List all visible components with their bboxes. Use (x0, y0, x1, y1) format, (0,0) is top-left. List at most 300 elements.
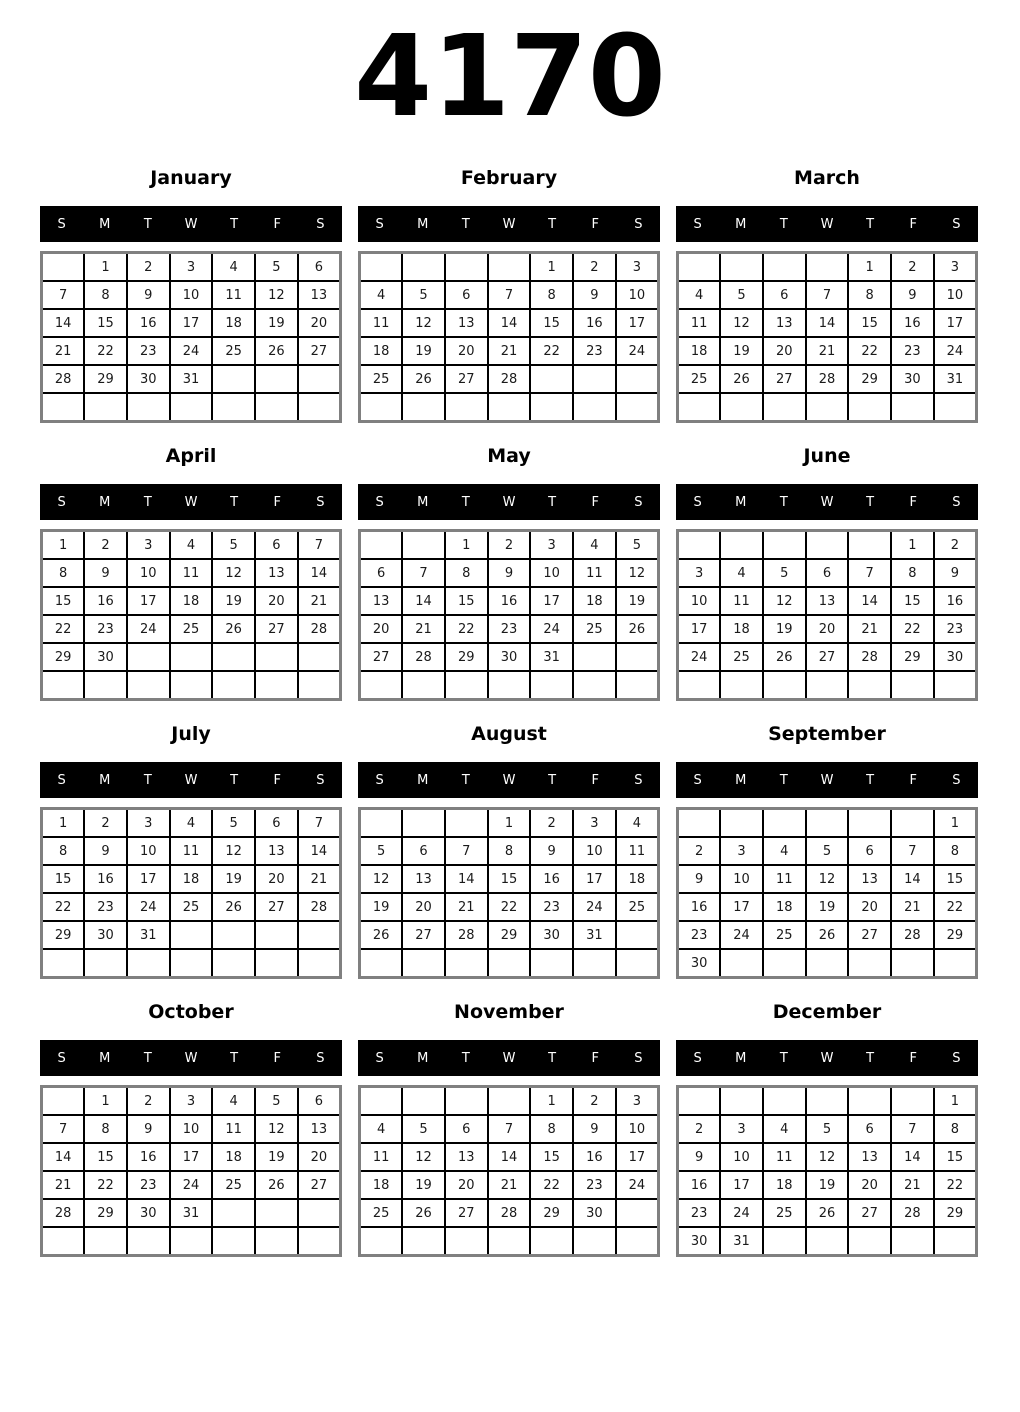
day-cell: 22 (84, 1171, 127, 1199)
empty-day-cell (42, 1227, 85, 1256)
empty-day-cell (763, 671, 806, 700)
day-cell: 20 (298, 1143, 341, 1171)
day-cell: 26 (255, 337, 298, 365)
week-row (678, 309, 977, 337)
day-cell: 16 (488, 587, 531, 615)
day-cell: 26 (402, 1199, 445, 1227)
day-cell: 7 (891, 837, 934, 865)
day-cell: 30 (84, 921, 127, 949)
empty-day-cell (84, 1227, 127, 1256)
day-cell: 2 (127, 253, 170, 282)
day-cell: 13 (402, 865, 445, 893)
weekday-header-cell: T (779, 216, 788, 232)
empty-day-cell (488, 1227, 531, 1256)
weekday-header-row (40, 762, 342, 798)
day-cell: 7 (298, 809, 341, 838)
day-cell: 14 (488, 309, 531, 337)
empty-day-cell (573, 1227, 616, 1256)
day-cell: 1 (84, 1087, 127, 1116)
week-row (678, 365, 977, 393)
day-cell: 6 (360, 559, 403, 587)
empty-day-cell (891, 1227, 934, 1256)
day-cell: 14 (488, 1143, 531, 1171)
empty-day-cell (360, 253, 403, 282)
day-cell: 18 (720, 615, 763, 643)
day-cell: 5 (212, 531, 255, 560)
day-cell: 4 (616, 809, 659, 838)
weekday-header-cell: F (591, 494, 600, 510)
week-row (360, 1227, 659, 1256)
empty-day-cell (298, 643, 341, 671)
empty-day-cell (360, 1087, 403, 1116)
day-cell: 23 (934, 615, 977, 643)
day-cell: 25 (763, 921, 806, 949)
day-cell: 15 (445, 587, 488, 615)
day-cell: 26 (720, 365, 763, 393)
week-row (360, 531, 659, 560)
day-cell: 1 (934, 1087, 977, 1116)
week-row (360, 1115, 659, 1143)
day-cell: 18 (170, 587, 213, 615)
day-cell: 29 (530, 1199, 573, 1227)
empty-day-cell (806, 671, 849, 700)
day-cell: 22 (530, 337, 573, 365)
day-cell: 20 (255, 865, 298, 893)
day-cell: 9 (127, 1115, 170, 1143)
day-cell: 5 (806, 837, 849, 865)
day-cell: 30 (127, 1199, 170, 1227)
week-row (360, 253, 659, 282)
day-cell: 4 (360, 1115, 403, 1143)
weekday-header-cell: F (273, 216, 282, 232)
day-cell: 22 (42, 615, 85, 643)
empty-day-cell (445, 809, 488, 838)
day-cell: 14 (445, 865, 488, 893)
week-row (678, 671, 977, 700)
weekday-header-cell: M (99, 494, 111, 510)
month-days-table (40, 1085, 342, 1257)
day-cell: 13 (763, 309, 806, 337)
week-row (42, 921, 341, 949)
weekday-header-cell: S (693, 216, 702, 232)
day-cell: 19 (806, 1171, 849, 1199)
day-cell: 2 (488, 531, 531, 560)
empty-day-cell (170, 393, 213, 422)
day-cell: 18 (573, 587, 616, 615)
week-row (42, 587, 341, 615)
weekday-header-cell: S (57, 1050, 66, 1066)
empty-day-cell (360, 531, 403, 560)
week-row (360, 893, 659, 921)
day-cell: 27 (255, 615, 298, 643)
month-days-table (40, 529, 342, 701)
weekday-header-cell: T (779, 772, 788, 788)
weekday-header-row (676, 1040, 978, 1076)
empty-day-cell (445, 1227, 488, 1256)
day-cell: 30 (891, 365, 934, 393)
month-block (676, 720, 978, 979)
week-row (42, 559, 341, 587)
weekday-header-cell: M (735, 1050, 747, 1066)
empty-day-cell (488, 671, 531, 700)
week-row (678, 1087, 977, 1116)
day-cell: 1 (445, 531, 488, 560)
empty-day-cell (806, 393, 849, 422)
month-days-body (42, 531, 341, 700)
day-cell: 15 (84, 1143, 127, 1171)
day-cell: 3 (530, 531, 573, 560)
month-days-body (678, 809, 977, 978)
day-cell: 21 (298, 865, 341, 893)
day-cell: 22 (530, 1171, 573, 1199)
day-cell: 23 (84, 893, 127, 921)
weekday-header-cell: M (735, 216, 747, 232)
day-cell: 9 (84, 837, 127, 865)
empty-day-cell (170, 671, 213, 700)
day-cell: 25 (573, 615, 616, 643)
empty-day-cell (720, 949, 763, 978)
empty-day-cell (212, 1199, 255, 1227)
day-cell: 29 (42, 643, 85, 671)
empty-day-cell (678, 253, 721, 282)
day-cell: 25 (360, 1199, 403, 1227)
day-cell: 12 (806, 1143, 849, 1171)
day-cell: 17 (616, 1143, 659, 1171)
weekday-header-cell: T (548, 494, 557, 510)
day-cell: 21 (488, 337, 531, 365)
empty-day-cell (891, 809, 934, 838)
week-row (42, 393, 341, 422)
weekday-header-cell: F (273, 1050, 282, 1066)
day-cell: 11 (212, 1115, 255, 1143)
day-cell: 11 (170, 837, 213, 865)
month-days-table (676, 1085, 978, 1257)
day-cell: 31 (127, 921, 170, 949)
day-cell: 6 (763, 281, 806, 309)
day-cell: 11 (360, 1143, 403, 1171)
weekday-header-cell: M (735, 772, 747, 788)
day-cell: 20 (360, 615, 403, 643)
empty-day-cell (848, 1227, 891, 1256)
day-cell: 4 (170, 809, 213, 838)
weekday-header-cell: S (316, 772, 325, 788)
day-cell: 4 (573, 531, 616, 560)
month-days-table (358, 529, 660, 701)
week-row (360, 615, 659, 643)
weekday-header-cell: W (184, 494, 198, 510)
day-cell: 10 (934, 281, 977, 309)
empty-day-cell (255, 949, 298, 978)
week-row (360, 865, 659, 893)
day-cell: 7 (402, 559, 445, 587)
week-row (678, 587, 977, 615)
week-row (678, 531, 977, 560)
day-cell: 28 (42, 1199, 85, 1227)
day-cell: 28 (848, 643, 891, 671)
day-cell: 6 (445, 1115, 488, 1143)
empty-day-cell (402, 393, 445, 422)
day-cell: 7 (488, 281, 531, 309)
day-cell: 2 (127, 1087, 170, 1116)
empty-day-cell (402, 1087, 445, 1116)
day-cell: 23 (891, 337, 934, 365)
empty-day-cell (763, 949, 806, 978)
month-block (676, 998, 978, 1257)
empty-day-cell (678, 531, 721, 560)
empty-day-cell (298, 365, 341, 393)
empty-day-cell (298, 671, 341, 700)
day-cell: 11 (212, 281, 255, 309)
day-cell: 3 (170, 253, 213, 282)
day-cell: 24 (616, 1171, 659, 1199)
week-row (42, 1199, 341, 1227)
week-row (360, 643, 659, 671)
day-cell: 20 (298, 309, 341, 337)
month-days-table (40, 807, 342, 979)
day-cell: 20 (848, 893, 891, 921)
day-cell: 15 (84, 309, 127, 337)
weekday-header-row (676, 762, 978, 798)
day-cell: 17 (170, 1143, 213, 1171)
day-cell: 5 (212, 809, 255, 838)
weekday-header-cell: M (417, 494, 429, 510)
day-cell: 27 (806, 643, 849, 671)
day-cell: 14 (402, 587, 445, 615)
day-cell: 21 (42, 1171, 85, 1199)
day-cell: 6 (298, 253, 341, 282)
week-row (678, 865, 977, 893)
day-cell: 16 (84, 865, 127, 893)
day-cell: 18 (212, 1143, 255, 1171)
weekday-header-row (40, 1040, 342, 1076)
day-cell: 30 (678, 1227, 721, 1256)
weekday-header-cell: S (693, 772, 702, 788)
day-cell: 12 (212, 837, 255, 865)
empty-day-cell (445, 1087, 488, 1116)
day-cell: 25 (212, 1171, 255, 1199)
weekday-header-cell: T (461, 494, 470, 510)
weekday-header-cell: T (230, 216, 239, 232)
day-cell: 15 (42, 865, 85, 893)
month-title: January (150, 167, 232, 189)
week-row (360, 1171, 659, 1199)
day-cell: 2 (84, 809, 127, 838)
day-cell: 3 (170, 1087, 213, 1116)
day-cell: 2 (678, 1115, 721, 1143)
day-cell: 15 (530, 309, 573, 337)
week-row (360, 559, 659, 587)
week-row (42, 949, 341, 978)
day-cell: 23 (127, 337, 170, 365)
day-cell: 12 (255, 1115, 298, 1143)
weekday-header-cell: T (866, 216, 875, 232)
week-row (360, 365, 659, 393)
day-cell: 13 (445, 1143, 488, 1171)
day-cell: 17 (170, 309, 213, 337)
day-cell: 21 (806, 337, 849, 365)
day-cell: 25 (763, 1199, 806, 1227)
empty-day-cell (573, 393, 616, 422)
day-cell: 2 (678, 837, 721, 865)
empty-day-cell (616, 949, 659, 978)
day-cell: 6 (848, 837, 891, 865)
day-cell: 21 (298, 587, 341, 615)
month-days-body (360, 531, 659, 700)
day-cell: 7 (891, 1115, 934, 1143)
week-row (360, 393, 659, 422)
week-row (360, 1199, 659, 1227)
day-cell: 6 (806, 559, 849, 587)
day-cell: 20 (255, 587, 298, 615)
weekday-header-cell: S (634, 494, 643, 510)
empty-day-cell (170, 949, 213, 978)
day-cell: 10 (720, 1143, 763, 1171)
day-cell: 7 (445, 837, 488, 865)
empty-day-cell (616, 643, 659, 671)
day-cell: 15 (42, 587, 85, 615)
day-cell: 7 (488, 1115, 531, 1143)
week-row (678, 615, 977, 643)
day-cell: 22 (42, 893, 85, 921)
day-cell: 8 (891, 559, 934, 587)
week-row (42, 1143, 341, 1171)
day-cell: 1 (42, 531, 85, 560)
day-cell: 6 (402, 837, 445, 865)
weekday-header-cell: M (99, 216, 111, 232)
weekday-header-cell: M (417, 216, 429, 232)
week-row (42, 893, 341, 921)
day-cell: 21 (402, 615, 445, 643)
day-cell: 23 (488, 615, 531, 643)
day-cell: 12 (720, 309, 763, 337)
day-cell: 21 (891, 893, 934, 921)
day-cell: 8 (848, 281, 891, 309)
day-cell: 25 (678, 365, 721, 393)
day-cell: 20 (402, 893, 445, 921)
month-days-body (678, 253, 977, 422)
month-block (40, 998, 342, 1257)
day-cell: 24 (616, 337, 659, 365)
weekday-header-cell: M (417, 772, 429, 788)
weekday-header-cell: F (591, 216, 600, 232)
weekday-header-cell: S (693, 494, 702, 510)
empty-day-cell (848, 949, 891, 978)
weekday-header-cell: W (820, 772, 834, 788)
day-cell: 16 (678, 893, 721, 921)
day-cell: 17 (678, 615, 721, 643)
empty-day-cell (806, 949, 849, 978)
day-cell: 5 (255, 253, 298, 282)
day-cell: 18 (678, 337, 721, 365)
day-cell: 16 (84, 587, 127, 615)
day-cell: 26 (255, 1171, 298, 1199)
empty-day-cell (255, 1227, 298, 1256)
day-cell: 23 (678, 1199, 721, 1227)
empty-day-cell (934, 393, 977, 422)
day-cell: 26 (763, 643, 806, 671)
empty-day-cell (934, 949, 977, 978)
empty-day-cell (530, 1227, 573, 1256)
month-title: June (803, 445, 851, 467)
empty-day-cell (488, 949, 531, 978)
day-cell: 19 (616, 587, 659, 615)
week-row (360, 1087, 659, 1116)
empty-day-cell (934, 671, 977, 700)
day-cell: 24 (573, 893, 616, 921)
day-cell: 30 (488, 643, 531, 671)
day-cell: 27 (298, 1171, 341, 1199)
month-days-table (676, 807, 978, 979)
day-cell: 16 (127, 1143, 170, 1171)
day-cell: 8 (530, 281, 573, 309)
day-cell: 6 (298, 1087, 341, 1116)
day-cell: 11 (360, 309, 403, 337)
empty-day-cell (212, 671, 255, 700)
day-cell: 6 (255, 809, 298, 838)
day-cell: 8 (488, 837, 531, 865)
month-title: November (454, 1001, 564, 1023)
day-cell: 29 (848, 365, 891, 393)
weekday-header-cell: T (548, 1050, 557, 1066)
day-cell: 28 (298, 615, 341, 643)
week-row (360, 1143, 659, 1171)
day-cell: 13 (848, 1143, 891, 1171)
day-cell: 11 (616, 837, 659, 865)
weekday-header-cell: T (143, 494, 152, 510)
day-cell: 14 (891, 865, 934, 893)
week-row (42, 531, 341, 560)
day-cell: 26 (360, 921, 403, 949)
empty-day-cell (360, 671, 403, 700)
empty-day-cell (212, 921, 255, 949)
month-days-body (360, 809, 659, 978)
empty-day-cell (848, 531, 891, 560)
day-cell: 8 (84, 281, 127, 309)
empty-day-cell (848, 671, 891, 700)
day-cell: 11 (763, 1143, 806, 1171)
day-cell: 24 (530, 615, 573, 643)
day-cell: 27 (445, 365, 488, 393)
weekday-header-cell: S (634, 1050, 643, 1066)
day-cell: 10 (720, 865, 763, 893)
month-title: July (171, 723, 211, 745)
empty-day-cell (678, 671, 721, 700)
day-cell: 20 (763, 337, 806, 365)
weekday-header-cell: T (779, 494, 788, 510)
weekday-header-cell: S (316, 1050, 325, 1066)
day-cell: 7 (298, 531, 341, 560)
day-cell: 15 (488, 865, 531, 893)
day-cell: 1 (84, 253, 127, 282)
weekday-header-cell: W (502, 494, 516, 510)
day-cell: 19 (806, 893, 849, 921)
day-cell: 29 (42, 921, 85, 949)
weekday-header-cell: W (820, 216, 834, 232)
empty-day-cell (255, 393, 298, 422)
day-cell: 30 (934, 643, 977, 671)
day-cell: 10 (170, 281, 213, 309)
day-cell: 1 (891, 531, 934, 560)
day-cell: 19 (402, 337, 445, 365)
day-cell: 16 (891, 309, 934, 337)
empty-day-cell (678, 1087, 721, 1116)
day-cell: 4 (212, 253, 255, 282)
day-cell: 28 (402, 643, 445, 671)
empty-day-cell (720, 1087, 763, 1116)
empty-day-cell (720, 809, 763, 838)
day-cell: 12 (616, 559, 659, 587)
day-cell: 2 (84, 531, 127, 560)
